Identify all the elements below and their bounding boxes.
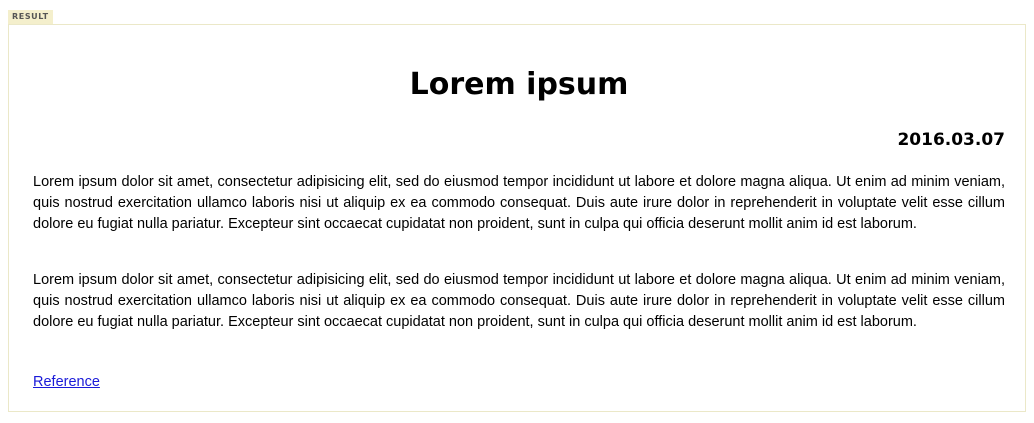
article-paragraph: Lorem ipsum dolor sit amet, consectetur adipisicing elit, sed do eiusmod tempor incididunt ut labore et dolore magna aliqua. Ut enim ad minim veniam, quis nostrud exercitation ullamco laboris nisi ut aliquip ex ea commodo consequat. Duis aute irure dolor in reprehenderit in voluptate velit esse cillum dolore eu fugiat nulla pariatur. Excepteur sint occaecat cupidatat non proident, sunt in culpa qui officia deserunt mollit anim id est laborum.	[33, 174, 1005, 232]
result-tag: RESULT	[8, 10, 53, 24]
result-frame	[8, 24, 1026, 412]
article-paragraph: Lorem ipsum dolor sit amet, consectetur adipisicing elit, sed do eiusmod tempor incididunt ut labore et dolore magna aliqua. Ut enim ad minim veniam, quis nostrud exercitation ullamco laboris nisi ut aliquip ex ea commodo consequat. Duis aute irure dolor in reprehenderit in voluptate velit esse cillum dolore eu fugiat nulla pariatur. Excepteur sint occaecat cupidatat non proident, sunt in culpa qui officia deserunt mollit anim id est laborum.	[33, 272, 1005, 330]
reference-link[interactable]: Reference	[33, 374, 100, 390]
post-date: 2016.03.07	[897, 130, 1005, 150]
page-title: Lorem ipsum	[409, 67, 629, 102]
